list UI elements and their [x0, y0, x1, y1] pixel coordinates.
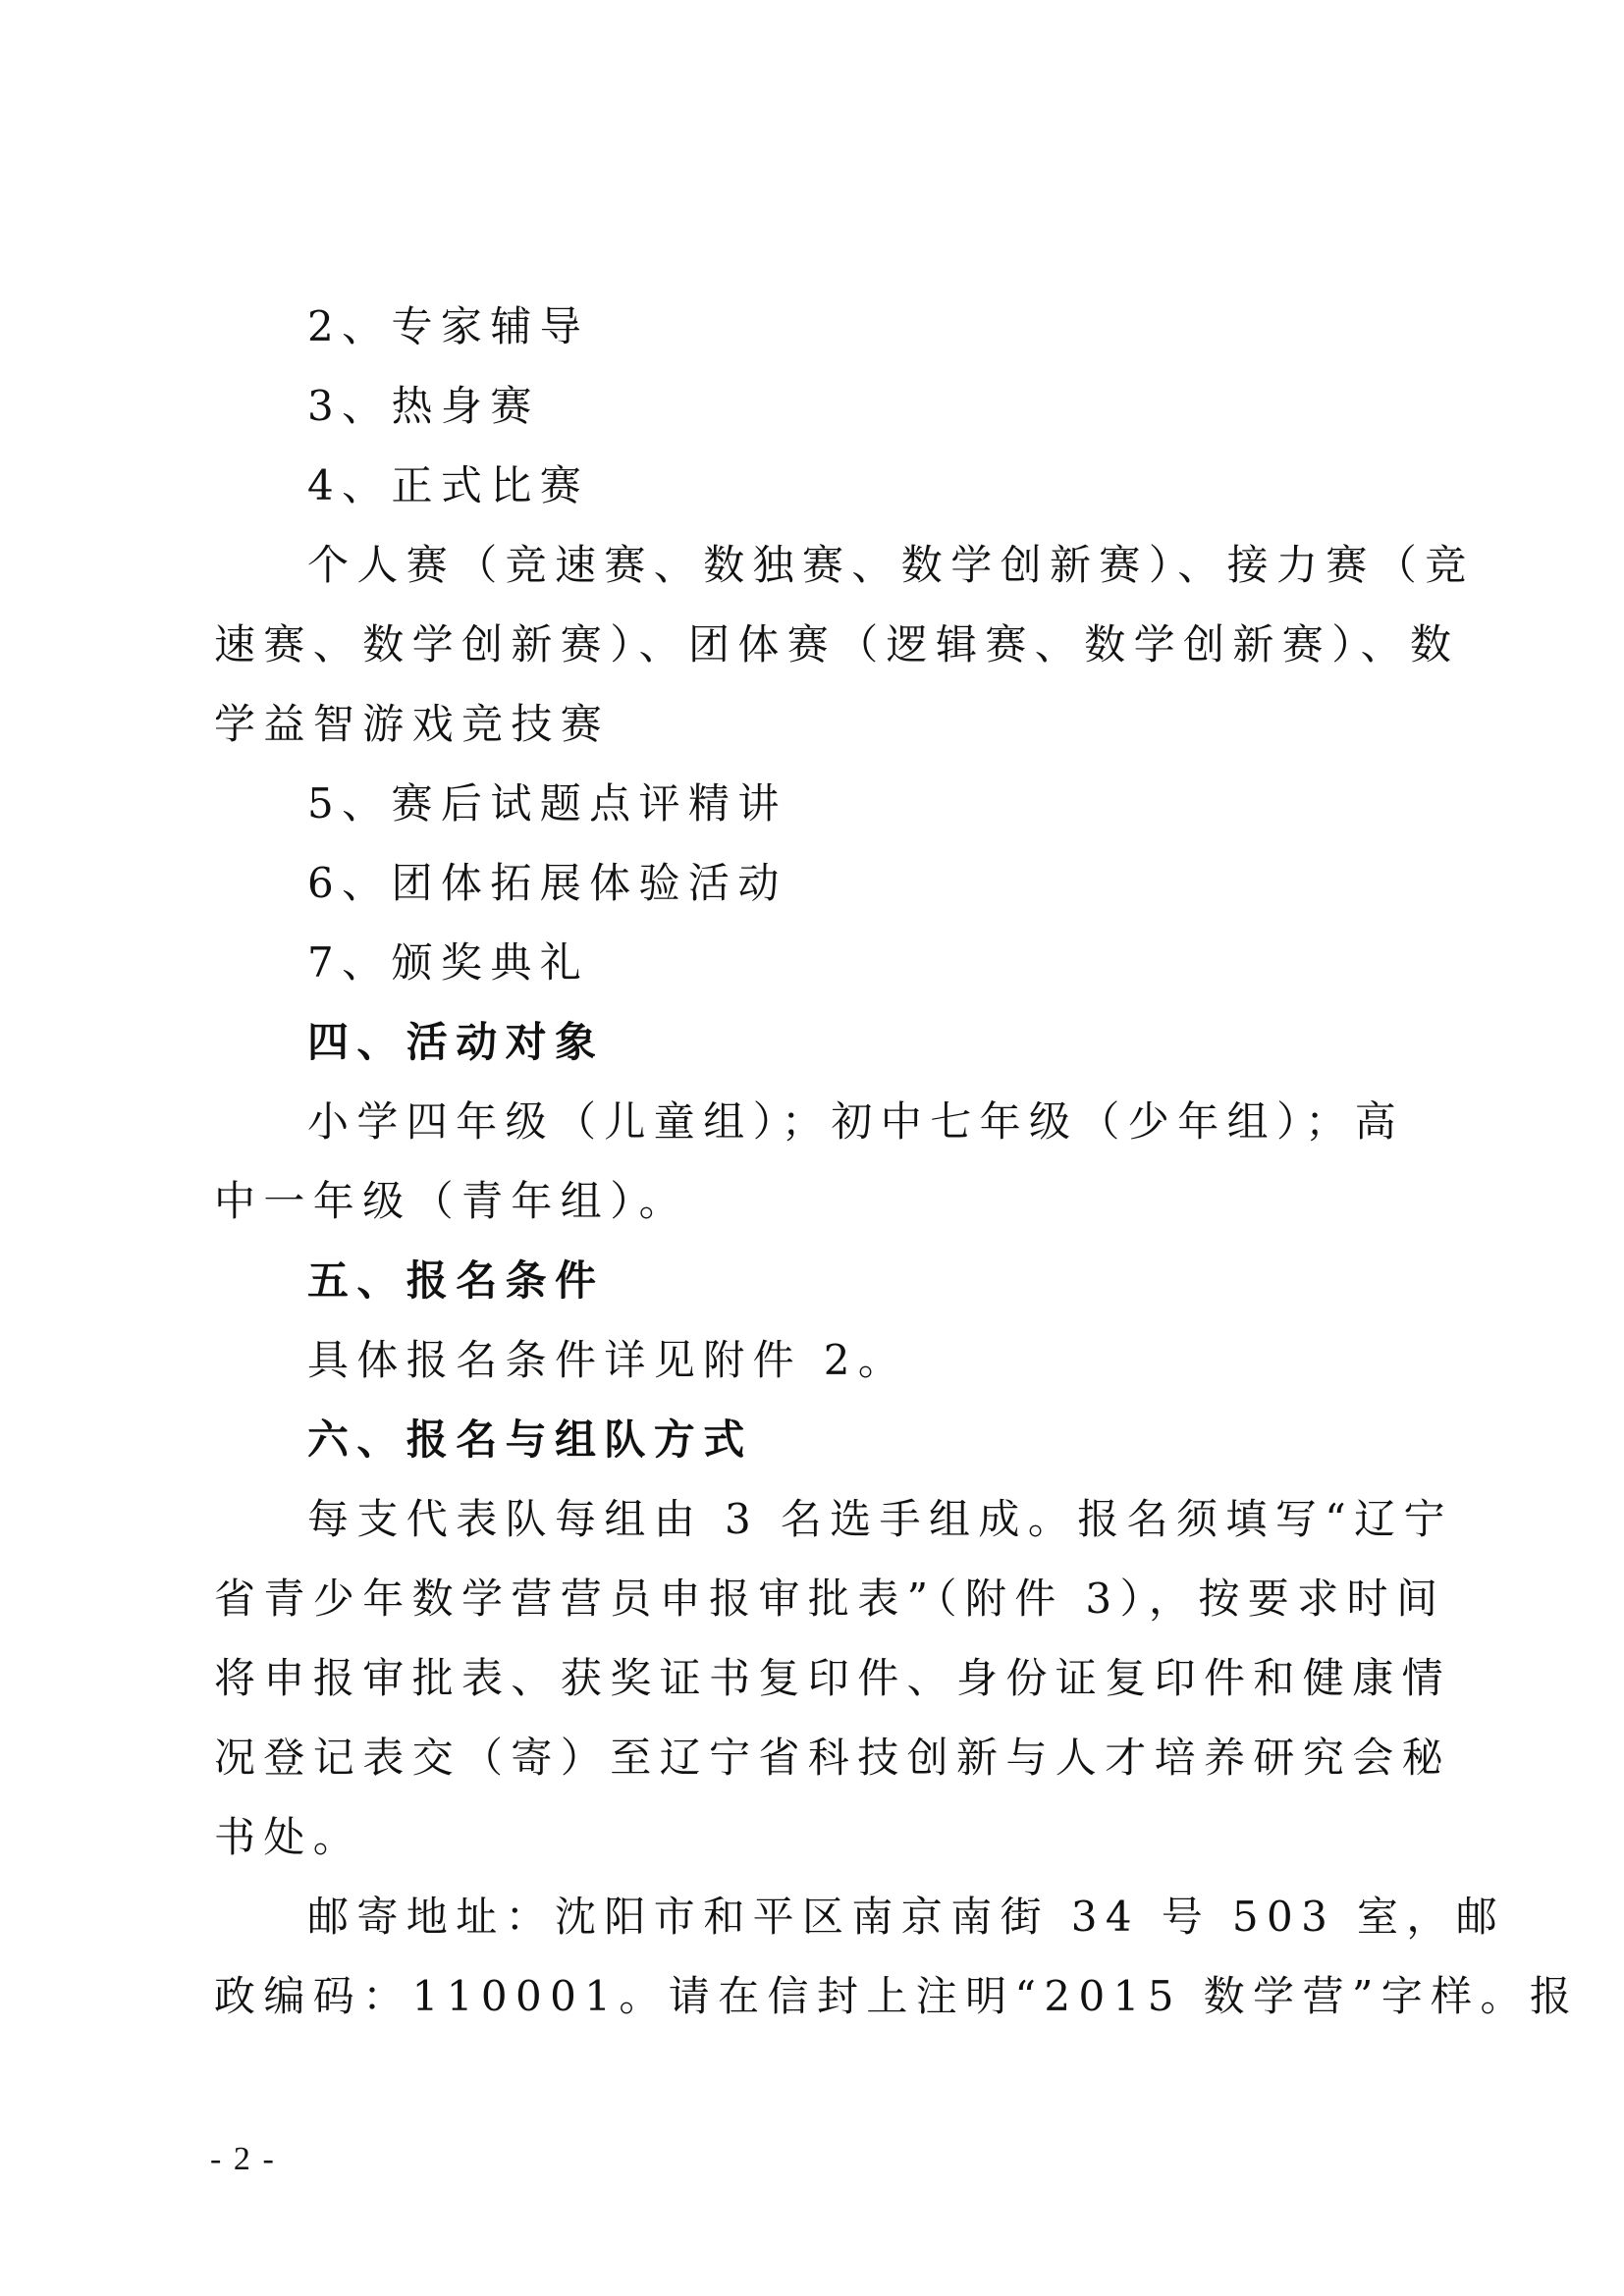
paragraph-registration-conditions: 具体报名条件详见附件 2。: [307, 1336, 908, 1384]
list-item-post-match-review: 5、赛后试题点评精讲: [307, 779, 787, 828]
list-item-award-ceremony: 7、颁奖典礼: [307, 938, 590, 987]
list-item-expert-guidance: 2、专家辅导: [307, 302, 590, 350]
list-item-team-activity: 6、团体拓展体验活动: [307, 859, 787, 907]
paragraph-mailing-address-line-2: 政编码：110001。请在信封上注明“2015 数学营”字样。报: [214, 1972, 1580, 2020]
section-heading-registration-method: 六、报名与组队方式: [307, 1415, 753, 1464]
section-heading-participants: 四、活动对象: [307, 1018, 605, 1066]
paragraph-mailing-address-line-1: 邮寄地址：沈阳市和平区南京南街 34 号 503 室，邮: [307, 1893, 1506, 1941]
paragraph-registration-method-line-4: 况登记表交（寄）至辽宁省科技创新与人才培养研究会秘: [214, 1734, 1452, 1782]
paragraph-registration-method-line-5: 书处。: [214, 1813, 363, 1861]
list-item-warmup-match: 3、热身赛: [307, 382, 540, 430]
paragraph-text: 个人赛（竞速赛、数独赛、数学创新赛）、接力赛（竞: [307, 541, 1475, 589]
paragraph-participants-line-1: 小学四年级（儿童组）；初中七年级（少年组）；高: [307, 1097, 1405, 1146]
paragraph-competition-types-line-2: 速赛、数学创新赛）、团体赛（逻辑赛、数学创新赛）、数: [214, 620, 1460, 668]
section-heading-registration-conditions: 五、报名条件: [307, 1256, 605, 1305]
paragraph-registration-method-line-1: 每支代表队每组由 3 名选手组成。报名须填写“辽宁: [307, 1495, 1453, 1543]
list-item-formal-competition: 4、正式比赛: [307, 461, 590, 509]
paragraph-registration-method-line-2: 省青少年数学营营员申报审批表”（附件 3），按要求时间: [214, 1575, 1446, 1623]
page-number: - 2 -: [210, 2141, 276, 2177]
paragraph-registration-method-line-3: 将申报审批表、获奖证书复印件、身份证复印件和健康情: [214, 1654, 1452, 1702]
paragraph-competition-types-line-1: [307, 526, 1475, 605]
paragraph-competition-types-line-3: 学益智游戏竞技赛: [214, 700, 611, 748]
paragraph-participants-line-2: 中一年级（青年组）。: [214, 1177, 689, 1225]
